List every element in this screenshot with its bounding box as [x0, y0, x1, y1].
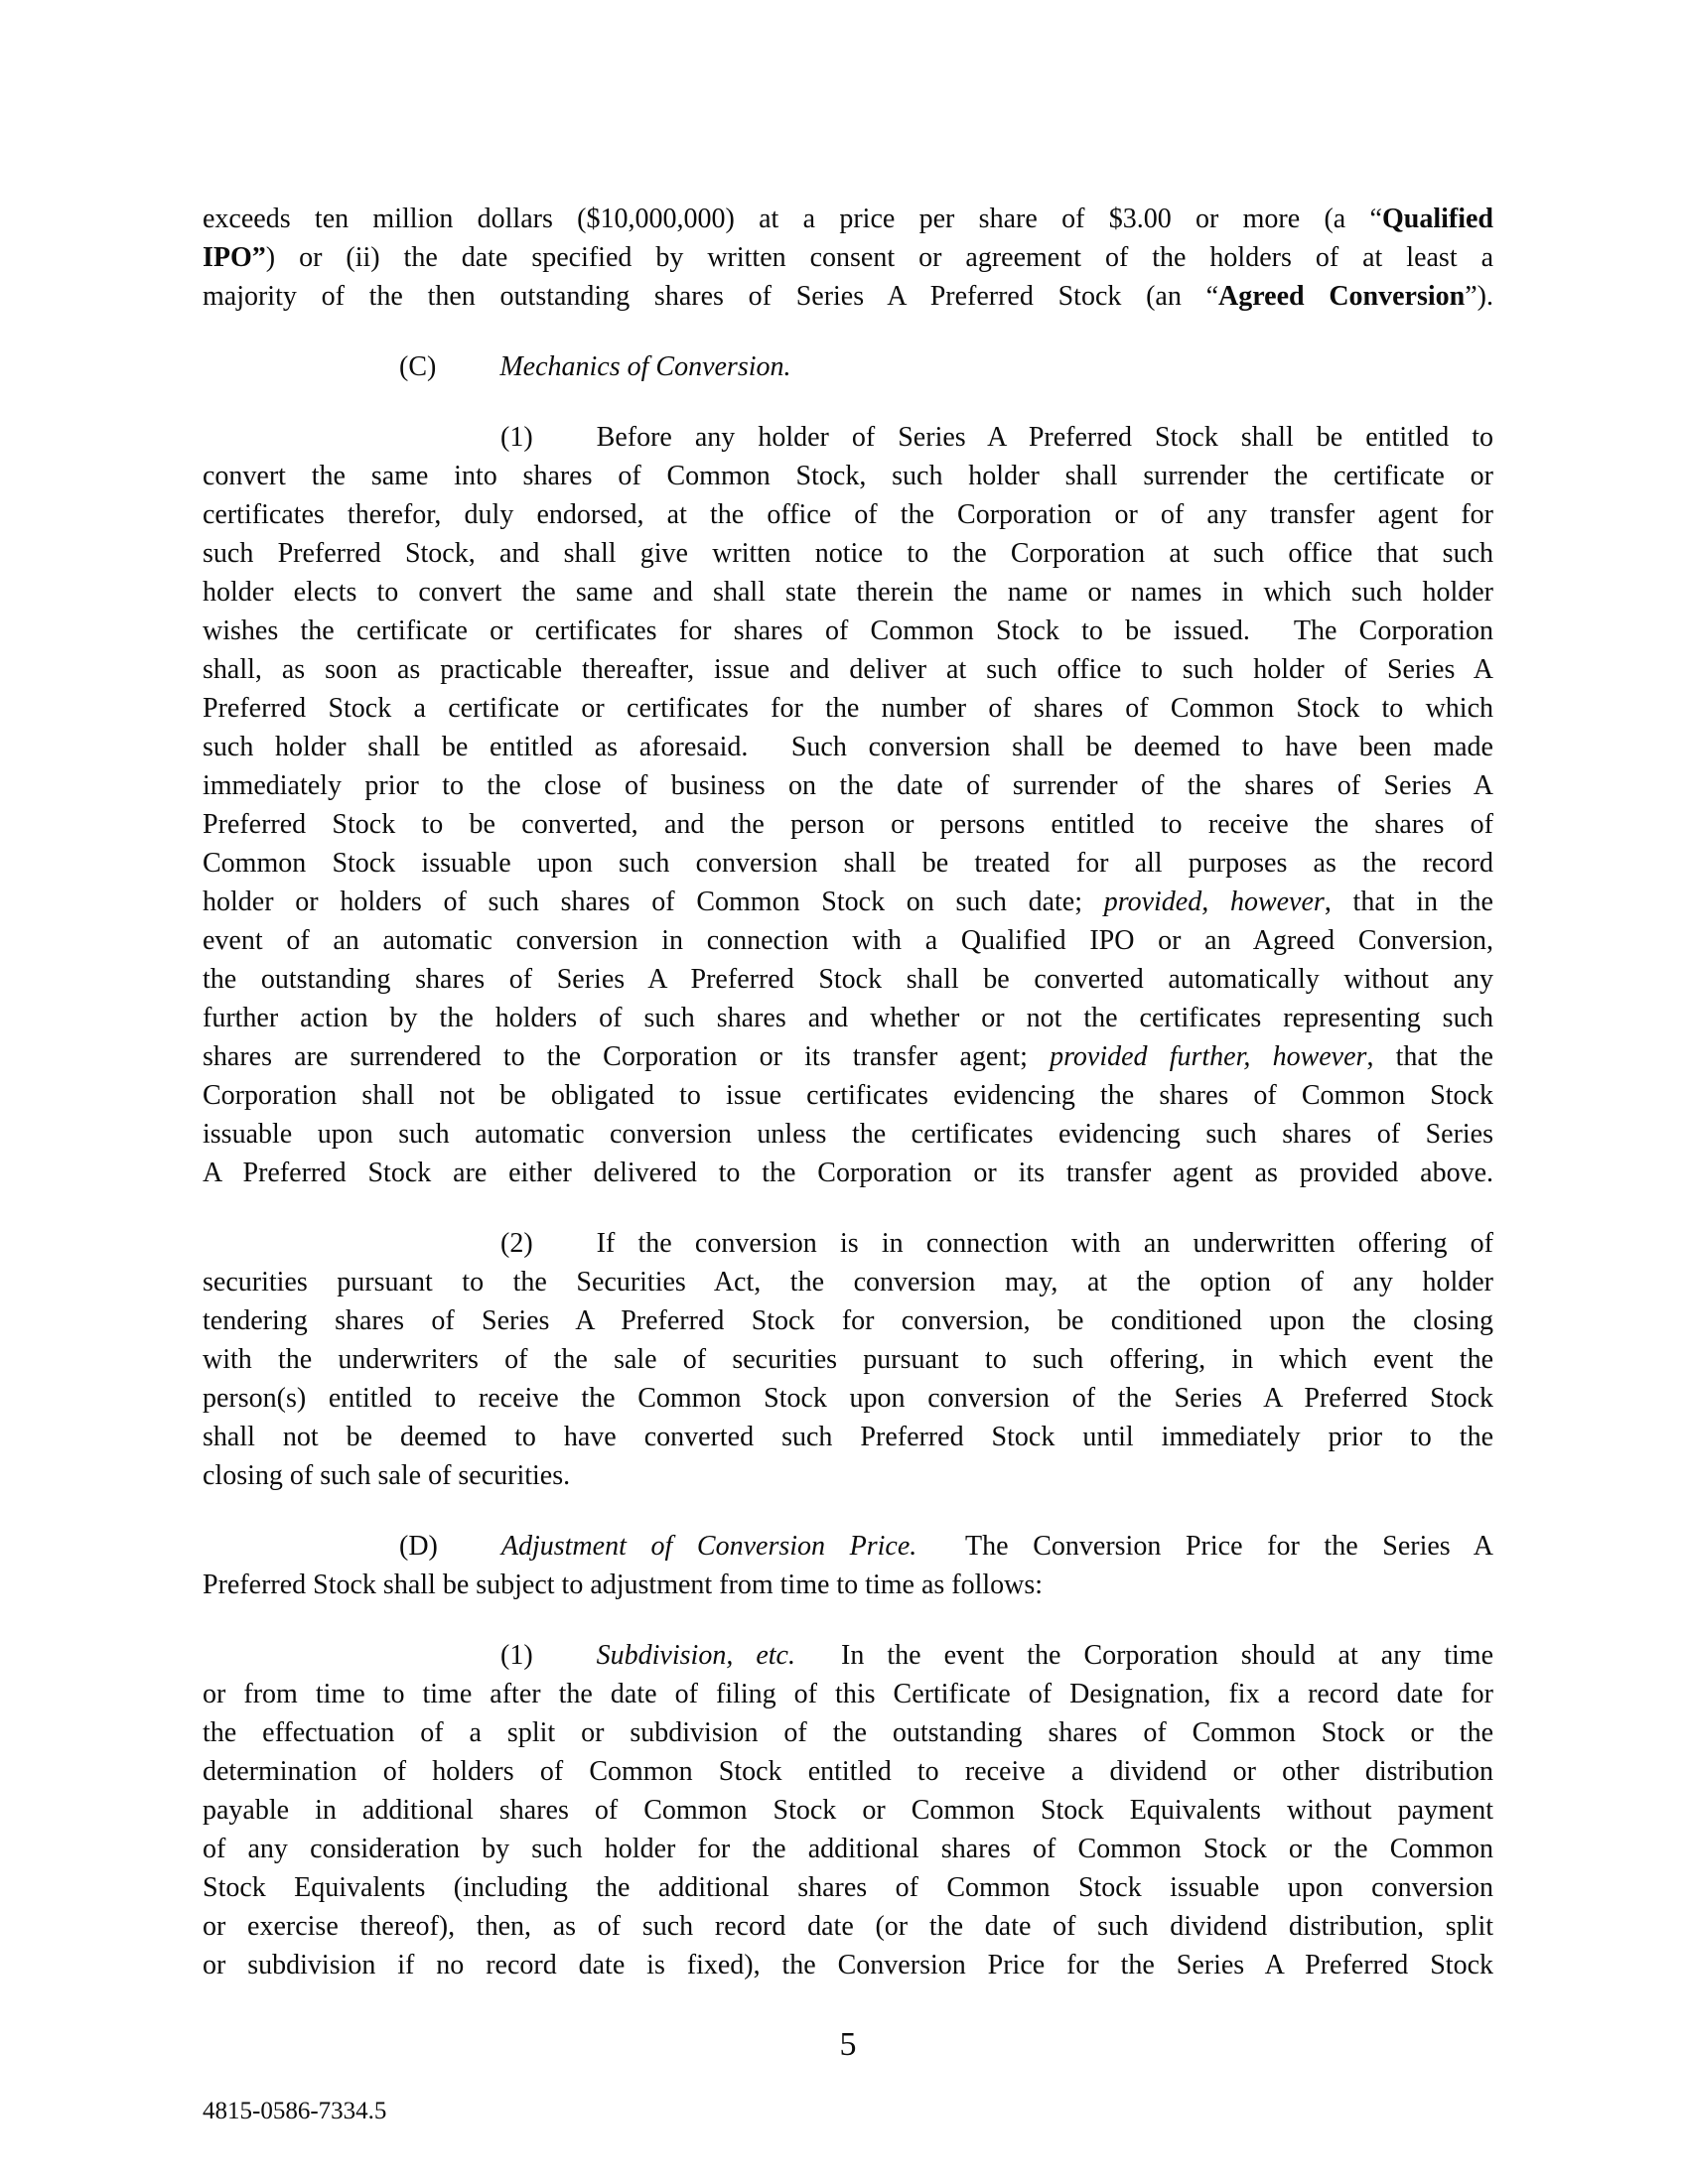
- text-segment: further action by the holders of such shares and whether or not the certificates representing such: [203, 1003, 1493, 1033]
- page-number: 5: [839, 2026, 857, 2063]
- tab-space: [438, 1554, 501, 1555]
- section-c-paragraph-2: [203, 1224, 1493, 1495]
- text-segment: Preferred Stock a certificate or certificates for the number of shares of Common Stock to which: [203, 693, 1493, 724]
- text-segment: (2): [500, 1228, 533, 1259]
- text-segment: determination of holders of Common Stock entitled to receive a dividend or other distribution: [203, 1756, 1493, 1787]
- text-segment: the outstanding shares of Series A Preferred Stock shall be converted automatically without any: [203, 964, 1493, 995]
- text-line: [203, 650, 1493, 689]
- text-segment: Adjustment of Conversion Price.: [500, 1531, 917, 1562]
- text-segment: Stock Equivalents (including the additional shares of Common Stock issuable upon conversion: [203, 1872, 1493, 1903]
- text-line: [203, 1946, 1493, 1984]
- section-d-heading-paragraph: [203, 1527, 1493, 1604]
- text-line: [203, 1418, 1493, 1456]
- first-line-indent: [203, 1251, 500, 1252]
- text-segment: (1): [500, 1640, 533, 1671]
- text-segment: tendering shares of Series A Preferred Stock for conversion, be conditioned upon the closing: [203, 1305, 1493, 1336]
- text-line: [203, 1713, 1493, 1752]
- section-c-paragraph-1: [203, 418, 1493, 1192]
- text-segment: ) or (ii) the date specified by written consent or agreement of the holders of at least a: [265, 242, 1493, 273]
- text-segment: Common Stock issuable upon such conversion shall be treated for all purposes as the record: [203, 848, 1493, 879]
- text-line: [203, 1379, 1493, 1418]
- text-segment: issuable upon such automatic conversion unless the certificates evidencing such shares of Series: [203, 1119, 1493, 1150]
- text-line: [203, 418, 1493, 457]
- tab-space: [436, 374, 499, 375]
- text-line: [203, 1224, 1493, 1263]
- text-segment: shall not be deemed to have converted such Preferred Stock until immediately prior to the: [203, 1422, 1493, 1452]
- text-line: [203, 1675, 1493, 1713]
- text-line: [203, 999, 1493, 1037]
- text-line: [203, 921, 1493, 960]
- text-segment: event of an automatic conversion in connection with a Qualified IPO or an Agreed Conversion,: [203, 925, 1493, 956]
- text-line: [203, 1115, 1493, 1154]
- text-line: [203, 1340, 1493, 1379]
- text-segment: immediately prior to the close of business on the date of surrender of the shares of Series A: [203, 770, 1493, 801]
- text-segment: Qualified: [1381, 204, 1493, 234]
- text-segment: or exercise thereof), then, as of such record date (or the date of such dividend distribution, split: [203, 1911, 1493, 1942]
- text-segment: Preferred Stock shall be subject to adjustment from time to time as follows:: [203, 1570, 1044, 1600]
- text-segment: , that in the: [1324, 887, 1493, 917]
- first-line-indent: [203, 445, 500, 446]
- text-segment: of any consideration by such holder for the additional shares of Common Stock or the Common: [203, 1834, 1493, 1864]
- text-line: [203, 573, 1493, 612]
- text-line: [203, 1830, 1493, 1868]
- document-text-body: [203, 200, 1493, 1984]
- text-segment: Mechanics of Conversion.: [499, 351, 791, 382]
- text-segment: IPO”: [203, 242, 266, 273]
- text-segment: or from time to time after the date of filing of this Certificate of Designation, fix a record date for: [203, 1679, 1493, 1709]
- text-line: [203, 457, 1493, 495]
- text-segment: securities pursuant to the Securities Act, the conversion may, at the option of any holder: [203, 1267, 1493, 1297]
- text-line: [203, 1263, 1493, 1301]
- text-line: [203, 277, 1493, 316]
- text-line: [203, 534, 1493, 573]
- text-line: [203, 960, 1493, 999]
- text-line: [203, 766, 1493, 805]
- text-line: [203, 612, 1493, 650]
- first-line-indent: [203, 374, 399, 375]
- text-segment: or subdivision if no record date is fixed), the Conversion Price for the Series A Preferred Stock: [203, 1950, 1493, 1980]
- text-line: [203, 689, 1493, 728]
- text-segment: Preferred Stock to be converted, and the person or persons entitled to receive the shares of: [203, 809, 1493, 840]
- text-line: [203, 200, 1493, 238]
- text-segment: shares are surrendered to the Corporation or its transfer agent;: [203, 1041, 1051, 1072]
- text-segment: Corporation shall not be obligated to issue certificates evidencing the shares of Common Stock: [203, 1080, 1493, 1111]
- text-segment: wishes the certificate or certificates for shares of Common Stock to be issued. The Corporation: [203, 615, 1493, 646]
- text-segment: payable in additional shares of Common Stock or Common Stock Equivalents without payment: [203, 1795, 1493, 1826]
- text-segment: (1): [500, 422, 533, 453]
- text-line: [203, 1907, 1493, 1946]
- text-segment: holder elects to convert the same and shall state therein the name or names in which such holder: [203, 577, 1493, 608]
- text-segment: the effectuation of a split or subdivision of the outstanding shares of Common Stock or the: [203, 1717, 1493, 1748]
- text-line: [203, 1752, 1493, 1791]
- tab-space: [533, 445, 597, 446]
- text-line: [203, 1037, 1493, 1076]
- section-d-paragraph-1: [203, 1636, 1493, 1984]
- text-line: [203, 844, 1493, 883]
- text-segment: certificates therefor, duly endorsed, at the office of the Corporation or of any transfer agent for: [203, 499, 1493, 530]
- text-line: [203, 1527, 1493, 1566]
- text-line: [203, 1154, 1493, 1192]
- text-segment: A Preferred Stock are either delivered to the Corporation or its transfer agent as provided above.: [203, 1158, 1493, 1188]
- first-line-indent: [203, 1554, 399, 1555]
- text-segment: Subdivision, etc.: [596, 1640, 795, 1671]
- section-c-heading: [203, 347, 1493, 386]
- text-segment: If the conversion is in connection with an underwritten offering of: [596, 1228, 1493, 1259]
- text-line: [203, 1456, 1493, 1495]
- text-segment: The Conversion Price for the Series A: [916, 1531, 1493, 1562]
- text-line: [203, 1566, 1493, 1604]
- text-segment: such holder shall be entitled as aforesaid. Such conversion shall be deemed to have been made: [203, 732, 1493, 762]
- tab-space: [533, 1663, 597, 1664]
- text-line: [203, 1636, 1493, 1675]
- tab-space: [533, 1251, 597, 1252]
- first-line-indent: [203, 1663, 500, 1664]
- text-segment: convert the same into shares of Common Stock, such holder shall surrender the certificate or: [203, 461, 1493, 491]
- text-line: [203, 883, 1493, 921]
- text-segment: , that the: [1366, 1041, 1493, 1072]
- text-segment: exceeds ten million dollars ($10,000,000) at a price per share of $3.00 or more (a “: [203, 204, 1382, 234]
- text-line: [203, 805, 1493, 844]
- text-line: [203, 1791, 1493, 1830]
- text-segment: majority of the then outstanding shares of Series A Preferred Stock (an “: [203, 281, 1219, 312]
- text-line: [203, 728, 1493, 766]
- text-line: [203, 347, 1493, 386]
- text-segment: Before any holder of Series A Preferred Stock shall be entitled to: [596, 422, 1493, 453]
- text-segment: provided further, however: [1050, 1041, 1367, 1072]
- text-segment: holder or holders of such shares of Common Stock on such date;: [203, 887, 1104, 917]
- text-line: [203, 495, 1493, 534]
- text-segment: ”).: [1465, 281, 1493, 312]
- text-line: [203, 1868, 1493, 1907]
- text-segment: shall, as soon as practicable thereafter, issue and deliver at such office to such holder of Series A: [203, 654, 1493, 685]
- continuation-paragraph: [203, 200, 1493, 316]
- text-line: [203, 1076, 1493, 1115]
- text-segment: such Preferred Stock, and shall give written notice to the Corporation at such office that such: [203, 538, 1493, 569]
- text-segment: provided, however: [1103, 887, 1325, 917]
- document-control-number: 4815-0586-7334.5: [203, 2098, 387, 2124]
- text-segment: In the event the Corporation should at any time: [794, 1640, 1493, 1671]
- text-line: [203, 238, 1493, 277]
- text-segment: (C): [399, 351, 437, 382]
- text-segment: closing of such sale of securities.: [203, 1460, 571, 1491]
- text-segment: Agreed Conversion: [1218, 281, 1466, 312]
- text-segment: with the underwriters of the sale of securities pursuant to such offering, in which event the: [203, 1344, 1493, 1375]
- text-segment: (D): [399, 1531, 438, 1562]
- text-segment: person(s) entitled to receive the Common Stock upon conversion of the Series A Preferred Stock: [203, 1383, 1493, 1414]
- text-line: [203, 1301, 1493, 1340]
